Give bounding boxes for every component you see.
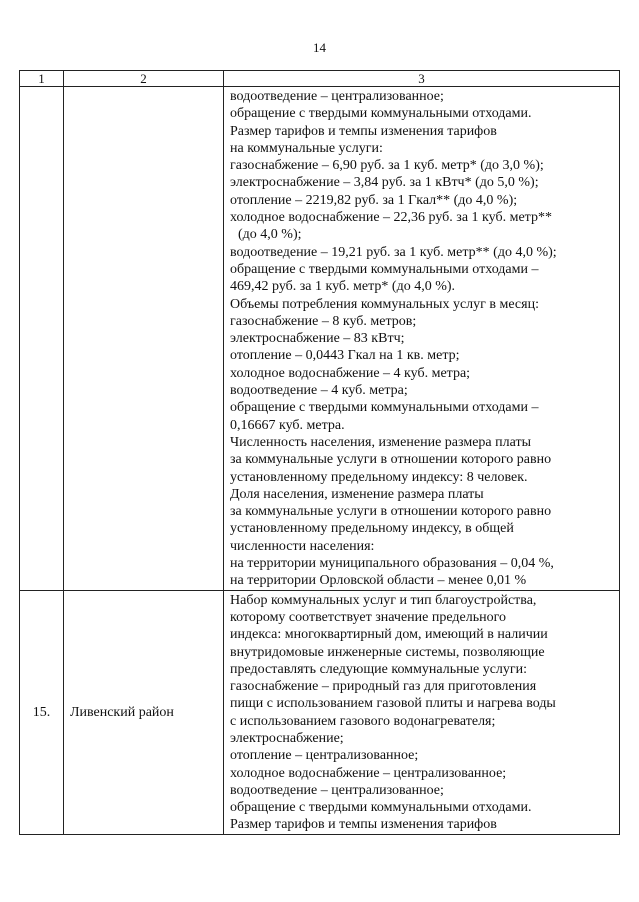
text-line: холодное водоснабжение – 4 куб. метра; xyxy=(230,365,471,381)
text-line: холодное водоснабжение – централизованное; xyxy=(230,765,507,781)
text-line: на территории муниципального образования – 0,04 %, xyxy=(230,556,554,572)
text-line: обращение с твердыми коммунальными отходами. xyxy=(230,106,532,122)
column-header-1: 1 xyxy=(20,71,64,87)
text-line: Доля населения, изменение размера платы xyxy=(230,486,484,502)
text-line: Численность населения, изменение размера платы xyxy=(230,434,531,450)
text-line: Набор коммунальных услуг и тип благоустройства, xyxy=(230,592,537,608)
tariff-table xyxy=(19,70,620,835)
text-line: с использованием газового водонагревателя; xyxy=(230,713,496,729)
text-line: электроснабжение – 83 кВтч; xyxy=(230,331,405,347)
description-lines xyxy=(224,87,619,590)
row-number-cell: 15. xyxy=(20,590,64,834)
table-row xyxy=(20,87,620,591)
text-line: газоснабжение – 6,90 руб. за 1 куб. метр* (до 3,0 %); xyxy=(230,158,544,174)
text-line: водоотведение – централизованное; xyxy=(230,89,444,104)
text-line: за коммунальные услуги в отношении которого равно xyxy=(230,504,552,520)
text-line: пищи с использованием газовой плиты и нагрева воды xyxy=(230,696,556,712)
text-line: установленному предельному индексу: 8 человек. xyxy=(230,469,528,485)
text-line: водоотведение – 4 куб. метра; xyxy=(230,383,408,399)
text-line: на коммунальные услуги: xyxy=(230,140,383,156)
municipality-name-cell: Ливенский район xyxy=(64,590,224,834)
text-line: (до 4,0 %); xyxy=(238,227,302,243)
description-cell xyxy=(224,87,620,591)
municipality-name-cell xyxy=(64,87,224,591)
text-line: внутридомовые инженерные системы, позволяющие xyxy=(230,644,545,660)
column-header-2: 2 xyxy=(64,71,224,87)
text-line: индекса: многоквартирный дом, имеющий в наличии xyxy=(230,627,548,643)
text-line: водоотведение – централизованное; xyxy=(230,782,444,798)
text-line: на территории Орловской области – менее 0,01 % xyxy=(230,573,527,589)
row-number-cell xyxy=(20,87,64,591)
page-number: 14 xyxy=(313,40,326,55)
text-line: Размер тарифов и темпы изменения тарифов xyxy=(230,817,497,833)
text-line: электроснабжение – 3,84 руб. за 1 кВтч* (до 5,0 %); xyxy=(230,175,539,191)
text-line: обращение с твердыми коммунальными отходами. xyxy=(230,800,532,816)
text-line: обращение с твердыми коммунальными отходами – xyxy=(230,400,539,416)
text-line: Объемы потребления коммунальных услуг в месяц: xyxy=(230,296,539,312)
text-line: электроснабжение; xyxy=(230,730,344,746)
description-cell xyxy=(224,590,620,834)
text-line: водоотведение – 19,21 руб. за 1 куб. метр** (до 4,0 %); xyxy=(230,244,557,260)
text-line: которому соответствует значение предельного xyxy=(230,609,506,625)
text-line: отопление – 2219,82 руб. за 1 Гкал** (до 4,0 %); xyxy=(230,192,518,208)
text-line: отопление – 0,0443 Гкал на 1 кв. метр; xyxy=(230,348,460,364)
text-line: установленному предельному индексу, в общей xyxy=(230,521,514,537)
text-line: численности населения: xyxy=(230,538,375,554)
column-header-3: 3 xyxy=(224,71,620,87)
text-line: за коммунальные услуги в отношении которого равно xyxy=(230,452,552,468)
table-row xyxy=(20,590,620,834)
text-line: 469,42 руб. за 1 куб. метр* (до 4,0 %). xyxy=(230,279,456,295)
text-line: газоснабжение – природный газ для приготовления xyxy=(230,679,537,695)
text-line: предоставлять следующие коммунальные услуги: xyxy=(230,661,528,677)
text-line: холодное водоснабжение – 22,36 руб. за 1 куб. метр** xyxy=(230,210,552,226)
text-line: отопление – централизованное; xyxy=(230,748,419,764)
text-line: 0,16667 куб. метра. xyxy=(230,417,345,433)
table-header-row xyxy=(20,71,620,87)
text-line: Размер тарифов и темпы изменения тарифов xyxy=(230,123,497,139)
description-lines xyxy=(224,591,619,834)
text-line: обращение с твердыми коммунальными отходами – xyxy=(230,261,539,277)
text-line: газоснабжение – 8 куб. метров; xyxy=(230,313,417,329)
